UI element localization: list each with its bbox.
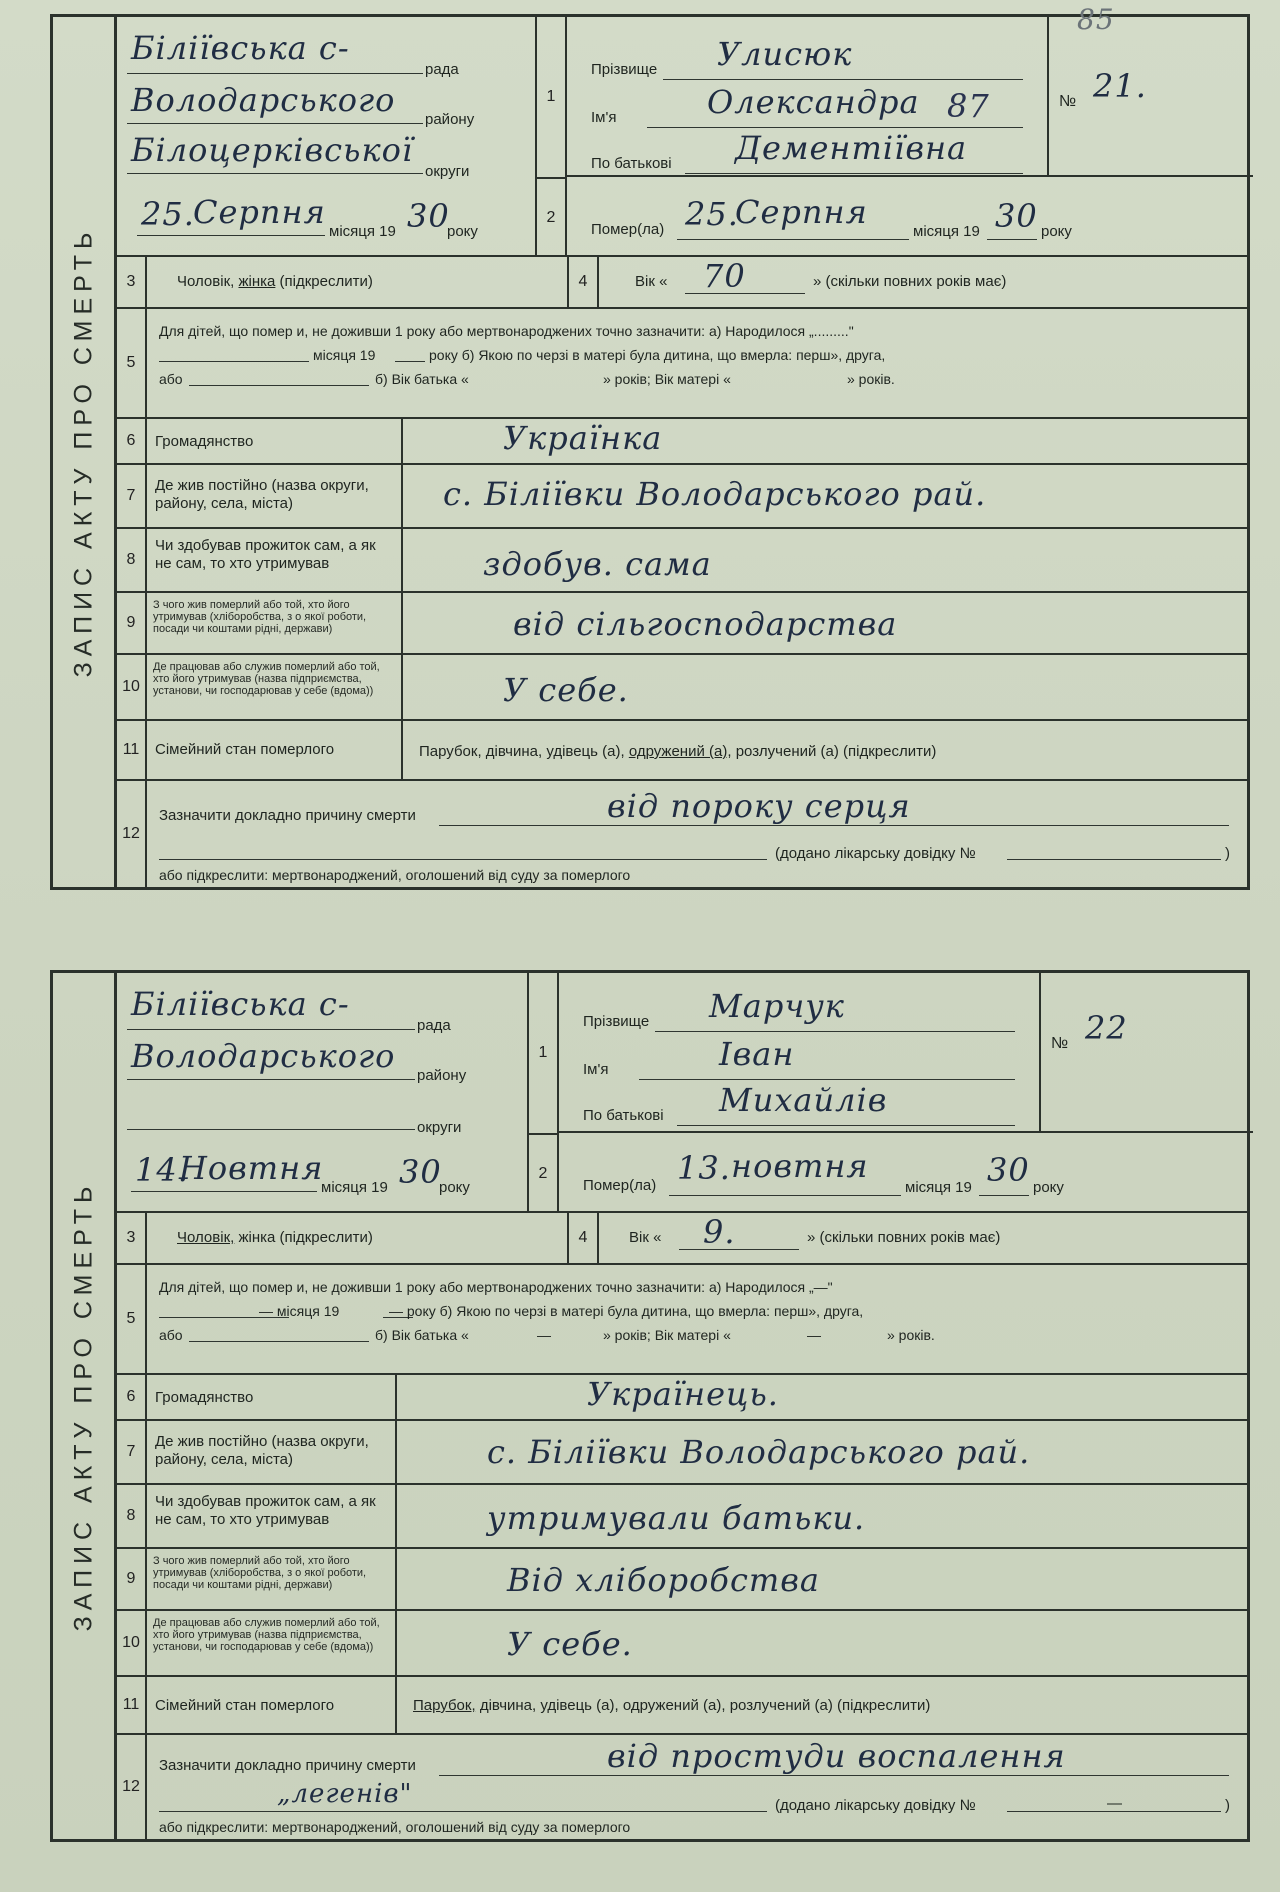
children-line-2a: місяця 19 — [313, 347, 376, 363]
marital-label-cell — [147, 1677, 397, 1733]
cert-value: — — [1107, 1795, 1122, 1812]
margin-mark: 87 — [947, 87, 990, 125]
row-number-9: 9 — [117, 593, 147, 653]
workplace-value: У себе. — [503, 671, 629, 709]
row-number-3: 3 — [117, 1213, 147, 1263]
death-record-21 — [50, 3, 1250, 890]
cause-field — [147, 781, 1253, 887]
row-number-5: 5 — [117, 1265, 147, 1373]
death-date-block — [559, 1133, 1253, 1213]
cause-line-2: „легенів" — [277, 1779, 413, 1809]
sex-man: Чоловік, — [177, 273, 235, 290]
income-label-cell — [147, 1549, 397, 1609]
number-label: № — [1051, 1035, 1069, 1052]
children-line-2b: — року б) Якою по черзі в матері була дитина, що вмерла: перш», друга, — [389, 1303, 864, 1319]
age-field — [599, 1213, 1253, 1263]
reg-year-label: року — [447, 223, 478, 240]
age-label: Вік « — [635, 273, 668, 290]
cert-label: (додано лікарську довідку № — [775, 1797, 976, 1814]
row-number-10: 10 — [117, 1611, 147, 1675]
row-number-9: 9 — [117, 1549, 147, 1609]
marital-option-b: дівчина, удівець (а), одружений (а), — [479, 1697, 726, 1714]
okruha-label: округи — [417, 1119, 462, 1136]
residence-value: с. Біліївки Володарського рай. — [443, 475, 987, 513]
sex-man: Чоловік, — [177, 1229, 235, 1246]
death-date-block — [567, 177, 1253, 257]
livelihood-label: Чи здобував прожиток сам, а як не сам, то хто утримував — [155, 537, 376, 572]
reg-month-label: місяця 19 — [329, 223, 396, 240]
cause-label: Зазначити докладно причину смерти — [159, 807, 416, 824]
cause-value: від пороку серця — [607, 787, 911, 825]
sex-woman: жінка — [238, 273, 276, 290]
rayon-value: Володарського — [131, 1037, 396, 1075]
marital-value-cell — [403, 721, 1253, 779]
row-number-3: 3 — [117, 257, 147, 307]
death-year: 30 — [987, 1151, 1030, 1189]
livelihood-value-cell — [403, 529, 1253, 591]
reg-year: 30 — [399, 1153, 442, 1191]
sex-field — [147, 257, 569, 307]
citizenship-value: Українець. — [587, 1375, 779, 1413]
reg-day: 14. — [135, 1151, 189, 1189]
children-field — [147, 309, 1253, 417]
marital-label: Сімейний стан померлого — [155, 741, 335, 758]
row-number-11: 11 — [117, 1677, 147, 1733]
record-number-box — [1047, 3, 1253, 177]
row-cause-of-death — [117, 1735, 1247, 1839]
rayon-label: району — [417, 1067, 467, 1084]
age-label: Вік « — [629, 1229, 662, 1246]
number-label: № — [1059, 93, 1077, 110]
income-value-cell — [403, 593, 1253, 653]
record-body — [117, 3, 1247, 887]
name-value: Олександра — [707, 83, 920, 121]
reg-month-label: місяця 19 — [321, 1179, 388, 1196]
death-month: новтня — [731, 1147, 869, 1185]
record-number: 22 — [1085, 1009, 1128, 1047]
rayon-label: району — [425, 111, 475, 128]
row-children — [117, 309, 1247, 419]
reg-month: Серпня — [193, 193, 326, 231]
death-month-label: місяця 19 — [913, 223, 980, 240]
cause-field — [147, 1735, 1253, 1839]
reg-year: 30 — [407, 197, 450, 235]
mother-age: — — [807, 1327, 821, 1343]
residence-label-cell — [147, 465, 403, 527]
rada-label: рада — [425, 61, 459, 78]
death-year-label: року — [1033, 1179, 1064, 1196]
registration-office — [117, 17, 537, 255]
death-day: 13. — [677, 1149, 731, 1187]
death-record-22 — [50, 970, 1250, 1842]
record-number: 21. — [1093, 67, 1147, 105]
header-block — [117, 3, 1247, 257]
sex-field — [147, 1213, 569, 1263]
livelihood-label-cell — [147, 1485, 397, 1547]
marital-option-b: одружений (а), — [628, 743, 732, 760]
citizenship-value-cell — [403, 419, 1253, 463]
residence-label: Де жив постійно (назва округи, району, села, міста) — [155, 477, 369, 512]
death-label: Помер(ла) — [591, 221, 665, 238]
workplace-value: У себе. — [507, 1625, 633, 1663]
father-age: — — [537, 1327, 551, 1343]
cert-close: ) — [1225, 1797, 1230, 1814]
residence-label-cell — [147, 1421, 397, 1483]
row-livelihood — [117, 529, 1247, 593]
row-number-8: 8 — [117, 529, 147, 591]
row-number-7: 7 — [117, 465, 147, 527]
children-line-3b: б) Вік батька « — [375, 371, 469, 387]
residence-label: Де жив постійно (назва округи, району, села, міста) — [155, 1433, 369, 1468]
row-sex-age — [117, 1213, 1247, 1265]
cause-footer: або підкреслити: мертвонароджений, оголошений від суду за померлого — [159, 1819, 631, 1835]
death-month-label: місяця 19 — [905, 1179, 972, 1196]
marital-value-cell — [397, 1677, 1253, 1733]
row-number-4: 4 — [569, 257, 599, 307]
okruha-label: округи — [425, 163, 470, 180]
row-livelihood — [117, 1485, 1247, 1549]
marital-option-c: розлучений (а) (підкреслити) — [729, 1697, 931, 1714]
row-number-1: 1 — [537, 17, 567, 177]
row-number-6: 6 — [117, 419, 147, 463]
corner-mark: 85 — [1077, 3, 1115, 36]
death-label: Помер(ла) — [583, 1177, 657, 1194]
name-value: Іван — [719, 1035, 795, 1073]
name-label: Ім'я — [583, 1061, 609, 1078]
reg-month: Новтня — [179, 1149, 324, 1187]
children-field — [147, 1265, 1253, 1373]
workplace-label-cell — [147, 655, 403, 719]
person-name-block — [567, 17, 1047, 177]
livelihood-label: Чи здобував прожиток сам, а як не сам, то хто утримував — [155, 1493, 376, 1528]
workplace-value-cell — [397, 1611, 1253, 1675]
row-income-source — [117, 593, 1247, 655]
children-line-3c: » років; Вік матері « — [603, 371, 731, 387]
income-label-cell — [147, 593, 403, 653]
marital-option-a: Парубок, дівчина, удівець (а), — [419, 743, 625, 760]
record-number-box — [1039, 973, 1253, 1133]
age-suffix: » (скільки повних років має) — [813, 273, 1007, 290]
row-number-2: 2 — [529, 1133, 559, 1213]
row-number-8: 8 — [117, 1485, 147, 1547]
rada-value: Біліївська с- — [131, 29, 350, 67]
row-number-11: 11 — [117, 721, 147, 779]
row-workplace — [117, 655, 1247, 721]
residence-value-cell — [397, 1421, 1253, 1483]
residence-value-cell — [403, 465, 1253, 527]
income-label: З чого жив померлий або той, хто його утримував (хліборобства, з о якої роботи, посади чи коштами рідні, держави) — [153, 1555, 367, 1591]
row-marital-status — [117, 721, 1247, 781]
surname-value: Улисюк — [717, 35, 853, 73]
income-value: від сільгосподарства — [513, 605, 898, 643]
name-label: Ім'я — [591, 109, 617, 126]
cert-close: ) — [1225, 845, 1230, 862]
marital-option-c: розлучений (а) (підкреслити) — [735, 743, 937, 760]
children-line-2b: року б) Якою по черзі в матері була дитина, що вмерла: перш», друга, — [429, 347, 886, 363]
row-number-1: 1 — [529, 973, 559, 1133]
rayon-value: Володарського — [131, 81, 396, 119]
sex-note: (підкреслити) — [279, 273, 373, 290]
children-line-3a: або — [159, 1327, 183, 1343]
children-line-3b: б) Вік батька « — [375, 1327, 469, 1343]
row-number-4: 4 — [569, 1213, 599, 1263]
row-number-12: 12 — [117, 1735, 147, 1839]
row-workplace — [117, 1611, 1247, 1677]
children-line-3a: або — [159, 371, 183, 387]
citizenship-value-cell — [397, 1375, 1253, 1419]
sex-note: (підкреслити) — [279, 1229, 373, 1246]
row-number-6: 6 — [117, 1375, 147, 1419]
livelihood-value-cell — [397, 1485, 1253, 1547]
reg-day: 25. — [141, 195, 195, 233]
age-field — [599, 257, 1253, 307]
row-number-7: 7 — [117, 1421, 147, 1483]
residence-value: с. Біліївки Володарського рай. — [487, 1433, 1031, 1471]
row-number-10: 10 — [117, 655, 147, 719]
row-sex-age — [117, 257, 1247, 309]
income-value: Від хліборобства — [507, 1561, 820, 1599]
death-day: 25. — [685, 195, 739, 233]
workplace-value-cell — [403, 655, 1253, 719]
age-value: 70 — [703, 257, 746, 295]
reg-year-label: року — [439, 1179, 470, 1196]
children-line-3d: » років. — [847, 371, 895, 387]
citizenship-label-cell — [147, 419, 403, 463]
livelihood-label-cell — [147, 529, 403, 591]
row-number-5: 5 — [117, 309, 147, 417]
record-body — [117, 973, 1247, 1839]
cause-value: від простуди воспалення — [607, 1737, 1066, 1775]
workplace-label: Де працював або служив померлий або той, хто його утримував (назва підприємства, установи, чи господарював у себе (вдома)) — [153, 661, 380, 697]
death-month: Серпня — [735, 193, 868, 231]
workplace-label: Де працював або служив померлий або той, хто його утримував (назва підприємства, установи, чи господарював у себе (вдома)) — [153, 1617, 380, 1653]
citizenship-label-cell — [147, 1375, 397, 1419]
row-citizenship — [117, 1375, 1247, 1421]
marital-option-a: Парубок, — [413, 1697, 476, 1714]
row-cause-of-death — [117, 781, 1247, 887]
person-name-block — [559, 973, 1039, 1133]
row-number-12: 12 — [117, 781, 147, 887]
cause-footer: або підкреслити: мертвонароджений, оголошений від суду за померлого — [159, 867, 631, 883]
livelihood-value: утримували батьки. — [487, 1499, 866, 1537]
workplace-label-cell — [147, 1611, 397, 1675]
age-suffix: » (скільки повних років має) — [807, 1229, 1001, 1246]
row-residence — [117, 465, 1247, 529]
patronymic-label: По батькові — [591, 155, 672, 172]
surname-value: Марчук — [709, 987, 845, 1025]
row-citizenship — [117, 419, 1247, 465]
children-line-3d: » років. — [887, 1327, 935, 1343]
okruha-value: Білоцерківської — [131, 131, 414, 169]
surname-label: Прізвище — [583, 1013, 650, 1030]
patronymic-label: По батькові — [583, 1107, 664, 1124]
death-year-label: року — [1041, 223, 1072, 240]
sex-woman: жінка — [238, 1229, 276, 1246]
row-children — [117, 1265, 1247, 1375]
side-title: ЗАПИС АКТУ ПРО СМЕРТЬ — [53, 17, 117, 887]
children-line-1: Для дітей, що помер и, не доживши 1 року або мертвонароджених точно зазначити: а) Народилося „—" — [159, 1279, 833, 1295]
row-income-source — [117, 1549, 1247, 1611]
rada-label: рада — [417, 1017, 451, 1034]
rada-value: Біліївська с- — [131, 985, 350, 1023]
patronymic-value: Дементіївна — [735, 129, 968, 167]
children-line-3c: » років; Вік матері « — [603, 1327, 731, 1343]
row-number-2: 2 — [537, 177, 567, 257]
death-year: 30 — [995, 197, 1038, 235]
livelihood-value: здобув. сама — [483, 545, 712, 583]
side-title: ЗАПИС АКТУ ПРО СМЕРТЬ — [53, 973, 117, 1839]
children-line-2a: — місяця 19 — [259, 1303, 340, 1319]
citizenship-label: Громадянство — [155, 433, 254, 450]
citizenship-value: Українка — [503, 419, 663, 457]
header-block — [117, 973, 1247, 1213]
age-value: 9. — [703, 1213, 736, 1251]
income-value-cell — [397, 1549, 1253, 1609]
citizenship-label: Громадянство — [155, 1389, 254, 1406]
marital-label-cell — [147, 721, 403, 779]
row-residence — [117, 1421, 1247, 1485]
children-line-1: Для дітей, що помер и, не доживши 1 року або мертвонароджених точно зазначити: а) Народилося „........." — [159, 323, 854, 339]
cert-label: (додано лікарську довідку № — [775, 845, 976, 862]
registration-office — [117, 973, 529, 1211]
row-marital-status — [117, 1677, 1247, 1735]
marital-label: Сімейний стан померлого — [155, 1697, 335, 1714]
surname-label: Прізвище — [591, 61, 658, 78]
patronymic-value: Михайлів — [719, 1081, 888, 1119]
cause-label: Зазначити докладно причину смерти — [159, 1757, 416, 1774]
income-label: З чого жив померлий або той, хто його утримував (хліборобства, з о якої роботи, посади чи коштами рідні, держави) — [153, 599, 367, 635]
